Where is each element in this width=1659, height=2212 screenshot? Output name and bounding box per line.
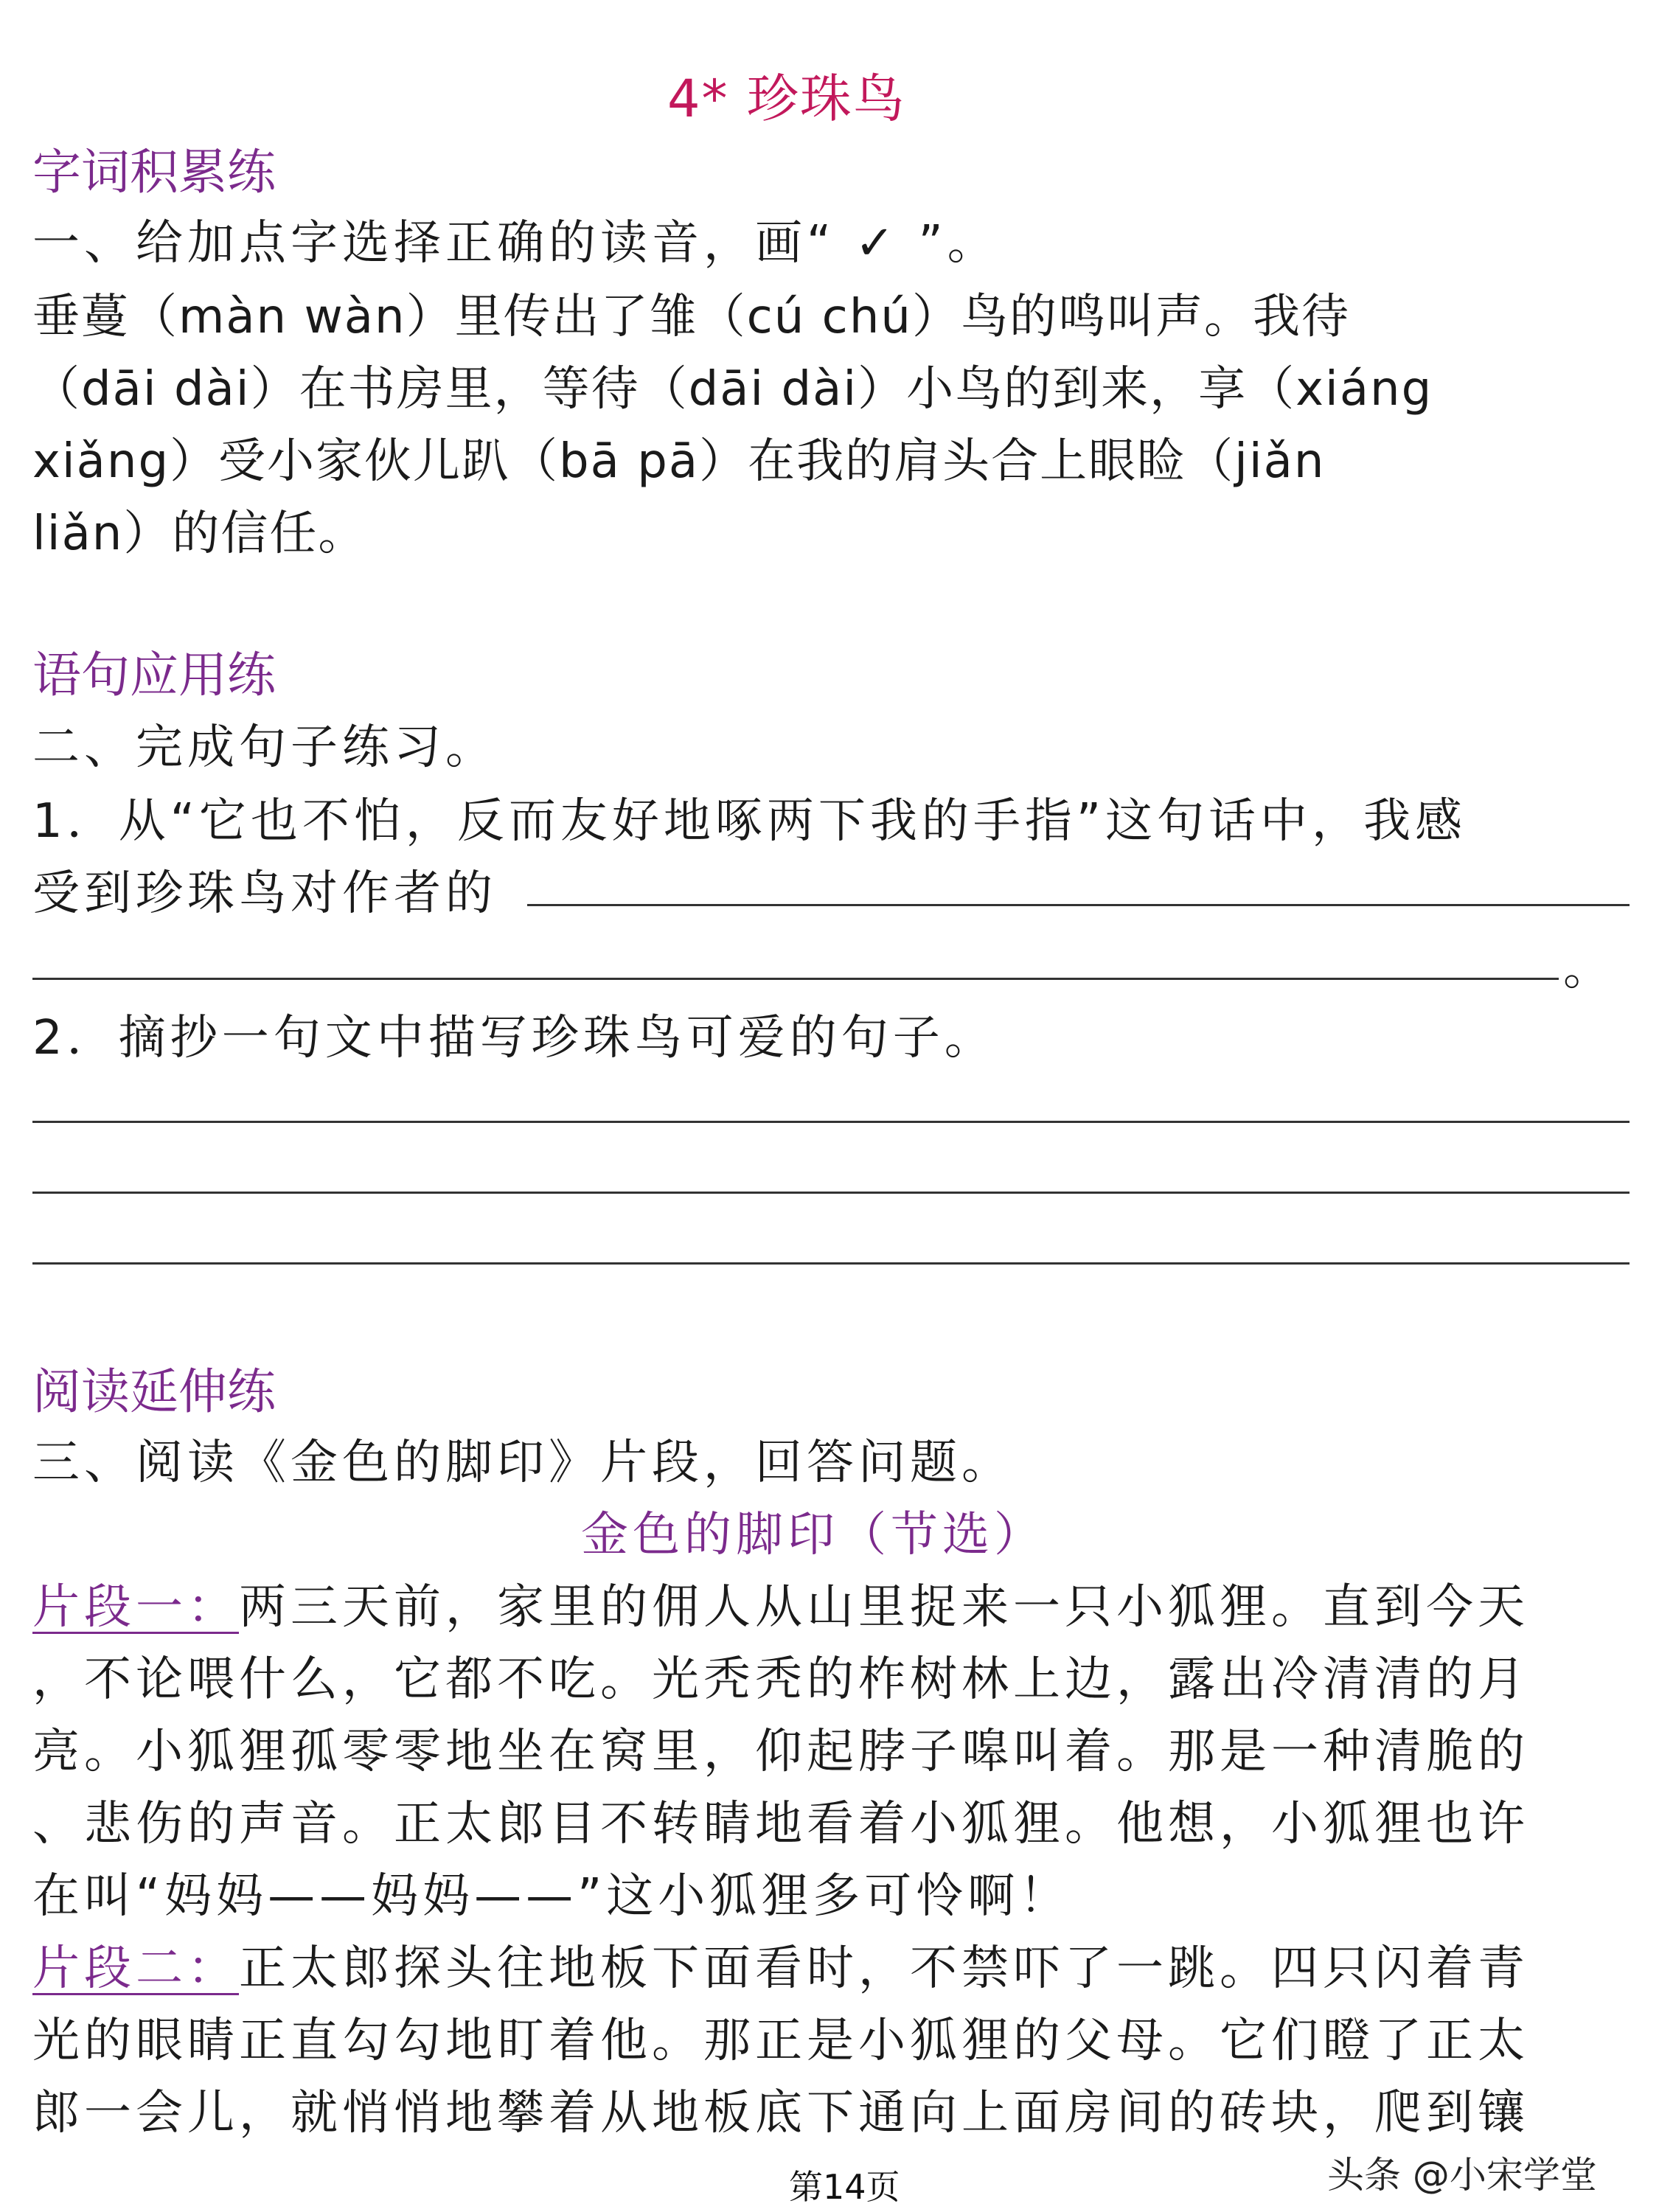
passage-2-text-1: 正太郎探头往地板下面看时，不禁吓了一跳。四只闪着青 bbox=[239, 1941, 1529, 1996]
passage-1-text-1: 两三天前，家里的佣人从山里捉来一只小狐狸。直到今天 bbox=[239, 1580, 1529, 1635]
lesson-title: 4* 珍珠鸟 bbox=[667, 69, 906, 129]
question-2-prompt: 二、完成句子练习。 bbox=[32, 720, 497, 775]
answer-line-3[interactable] bbox=[32, 1121, 1630, 1123]
passage-1-line-2: ，不论喂什么，它都不吃。光秃秃的柞树林上边，露出冷清清的月 bbox=[32, 1652, 1529, 1707]
pinyin-line-1: 垂蔓（màn wàn）里传出了雏（cú chú）鸟的鸣叫声。我待 bbox=[32, 290, 1350, 344]
section-heading-reading: 阅读延伸练 bbox=[32, 1363, 276, 1420]
passage-2-line-3: 郎一会儿，就悄悄地攀着从地板底下通向上面房间的砖块，爬到镶 bbox=[32, 2086, 1529, 2140]
passage-1-line-3: 亮。小狐狸孤零零地坐在窝里，仰起脖子嗥叫着。那是一种清脆的 bbox=[32, 1725, 1529, 1779]
section-heading-sentences: 语句应用练 bbox=[32, 647, 276, 703]
pinyin-line-3: xiǎng）受小家伙儿趴（bā pā）在我的肩头合上眼睑（jiǎn bbox=[32, 434, 1326, 489]
answer-line-5[interactable] bbox=[32, 1262, 1630, 1265]
section-heading-vocabulary: 字词积累练 bbox=[32, 144, 276, 201]
passage-1-line-4: 、悲伤的声音。正太郎目不转睛地看着小狐狸。他想，小狐狸也许 bbox=[32, 1797, 1529, 1851]
answer-line-1[interactable] bbox=[527, 904, 1630, 906]
pinyin-line-4: liǎn）的信任。 bbox=[32, 507, 367, 561]
question-3-prompt: 三、阅读《金色的脚印》片段，回答问题。 bbox=[32, 1436, 1013, 1490]
passage-title: 金色的脚印（节选） bbox=[581, 1508, 1046, 1562]
question-1-prompt: 一、给加点字选择正确的读音，画“ ✓ ”。 bbox=[32, 216, 999, 271]
passage-2-label: 片段二： bbox=[32, 1941, 239, 1996]
answer-line-4[interactable] bbox=[32, 1192, 1630, 1194]
passage-1-line-1 bbox=[32, 1569, 1529, 1637]
passage-1-line-5: 在叫“妈妈——妈妈——”这小狐狸多可怜啊！ bbox=[32, 1869, 1071, 1924]
answer-line-2[interactable] bbox=[32, 978, 1559, 980]
passage-2-line-1 bbox=[32, 1930, 1529, 1998]
watermark: 头条 @小宋学堂 bbox=[1327, 2154, 1597, 2197]
passage-2-line-2: 光的眼睛正直勾勾地盯着他。那正是小狐狸的父母。它们瞪了正太 bbox=[32, 2014, 1529, 2068]
pinyin-line-2: （dāi dài）在书房里，等待（dāi dài）小鸟的到来，享（xiáng bbox=[32, 362, 1433, 417]
answer-period: 。 bbox=[1563, 942, 1615, 996]
passage-1-label: 片段一： bbox=[32, 1580, 239, 1635]
question-2-item-2: 2．摘抄一句文中描写珍珠鸟可爱的句子。 bbox=[32, 1011, 996, 1065]
question-2-item-1-line-1: 1．从“它也不怕，反而友好地啄两下我的手指”这句话中，我感 bbox=[32, 794, 1467, 849]
page-number: 第14页 bbox=[789, 2167, 900, 2207]
question-2-item-1-line-2: 受到珍珠鸟对作者的 bbox=[32, 866, 497, 921]
